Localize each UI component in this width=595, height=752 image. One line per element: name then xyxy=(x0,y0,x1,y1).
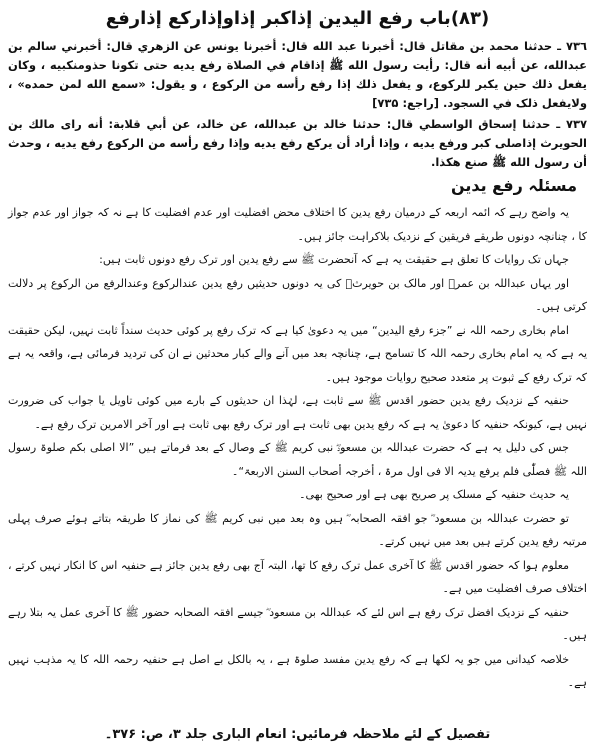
reference-footer: تفصیل کے لئے ملاحظہ فرمائیں: انعام الباری جلد ۳، ص: ۳۷۶۔ xyxy=(104,727,491,742)
paragraph-8: تو حضرت عبداللہ بن مسعود ؓ جو افقہ الصحابہ ؓ ہیں وہ بعد میں نبی کریم ﷺ کی نماز کا طریقہ بتاتے ہوئے صرف پہلی مرتبہ رفع یدین کرتے ہیں بعد میں نہیں کرتے۔ xyxy=(8,511,587,548)
paragraph-5: حنفیہ کے نزدیک رفع یدین حضور اقدس ﷺ سے ثابت ہے، لہٰذا ان حدیثوں کے بارے میں کوئی تاویل یا جواب کی ضرورت نہیں ہے، کیونکہ حنفیہ کا دعویٰ یہ ہے کہ رفع یدین بھی ثابت ہے اور ترک رفع بھی ثابت ہے اور آخر الامرین ترک رفع ہے۔ xyxy=(8,394,587,431)
paragraph-2: جہاں تک روایات کا تعلق ہے حقیقت یہ ہے کہ آنحضرت ﷺ سے رفع یدین اور ترک رفع دونوں ثابت ہیں: xyxy=(99,253,569,266)
hadith-736: ۷۳٦ ـ حدثنا محمد بن مقاتل قال: أخبرنا عبد الله قال: أخبرنا يونس عن الزهري قال: أخبرني سالم بن عبدالله، عن أبيه أنه قال: رأيت رسول الله ﷺ إذاقام في الصلاة رفع يديه حتى تكونا حذومنكبيه ، وكان يفعل ذلك حين يكبر للركوع، و يفعل ذلك إذا رفع رأسه من الركوع ، و يقول: «سمع الله لمن حمده» ، ولايفعل ذلک في السجود. [راجع: ۷۳۵] xyxy=(8,39,587,110)
paragraph-7: یہ حدیث حنفیہ کے مسلک پر صریح بھی ہے اور صحیح بھی۔ xyxy=(299,488,569,501)
paragraph-6: جس کی دلیل یہ ہے کہ حضرت عبداللہ بن مسعودؓ نبی کریم ﷺ کے وصال کے بعد فرماتے ہیں ”الا اصلی بکم صلوۃ رسول اللہ ﷺ فصلّٰی فلم یرفع یدیہ الا فی اول مرۃ ، أخرجہ أصحاب السنن الاربعۃ“۔ xyxy=(8,441,587,478)
chapter-title: (۸۳)باب رفع اليدين إذاكبر إذاوإذاركع إذارفع xyxy=(105,8,490,29)
paragraph-1: یہ واضح رہے کہ ائمہ اربعہ کے درمیان رفع یدین کا اختلاف محض افضلیت اور عدم افضلیت کا ہے نہ کہ جواز اور عدم جواز کا ، چنانچہ دونوں طریقے فریقین کے نزدیک بلاکراہت جائز ہیں۔ xyxy=(8,206,587,243)
paragraph-10: حنفیہ کے نزدیک افضل ترک رفع ہے اس لئے کہ عبداللہ بن مسعود ؓ جیسے افقہ الصحابہ حضور ﷺ کا آخری عمل یہ بتلا رہے ہیں۔ xyxy=(8,605,587,642)
paragraph-4: امام بخاری رحمہ اللہ نے ”جزء رفع الیدین“ میں یہ دعویٰ کیا ہے کہ ترک رفع پر کوئی حدیث سنداً ثابت نہیں، لیکن حقیقت یہ ہے کہ یہ امام بخاری رحمہ اللہ کا تسامح ہے، چنانچہ بعد میں آنے والے کبار محدثین نے ان کی تردید فرمائی ہے، واقعہ یہ ہے کہ ترک رفع کے ثبوت پر متعدد صحیح روایات موجود ہیں۔ xyxy=(8,323,587,384)
paragraph-9: معلوم ہوا کہ حضور اقدس ﷺ کا آخری عمل ترک رفع کا تھا، البتہ آج بھی رفع یدین جائز ہے حنفیہ اس کا انکار نہیں کرتے ، اختلاف صرف افضلیت میں ہے۔ xyxy=(8,558,587,595)
paragraph-3: اور یہاں عبداللہ بن عمرؓ اور مالک بن حویرثؓ کی یہ دونوں حدیثیں رفع یدین عندالرکوع وعندالرفع من الرکوع پر دلالت کرتی ہیں۔ xyxy=(8,276,587,313)
section-heading: مسئلہ رفع یدین xyxy=(450,176,577,195)
paragraph-11: خلاصہ کیدانی میں جو یہ لکھا ہے کہ رفع یدین مفسد صلوۃ ہے ، یہ بالکل بے اصل ہے حنفیہ رحمہ اللہ کا یہ مذہب نہیں ہے۔ xyxy=(8,652,587,689)
hadith-737: ۷۳۷ ـ حدثنا إسحاق الواسطي قال: حدثنا خالد بن عبدالله، عن خالد، عن أبي قلابة: أنه راى مالك بن الحويرث إذاصلى كبر ورفع يديه ، وإذا أراد أن يركع رفع يديه وإذا رفع رأسه من الركوع رفع يديه ، وحدث أن رسول الله ﷺ صنع هكذا. xyxy=(8,117,587,169)
